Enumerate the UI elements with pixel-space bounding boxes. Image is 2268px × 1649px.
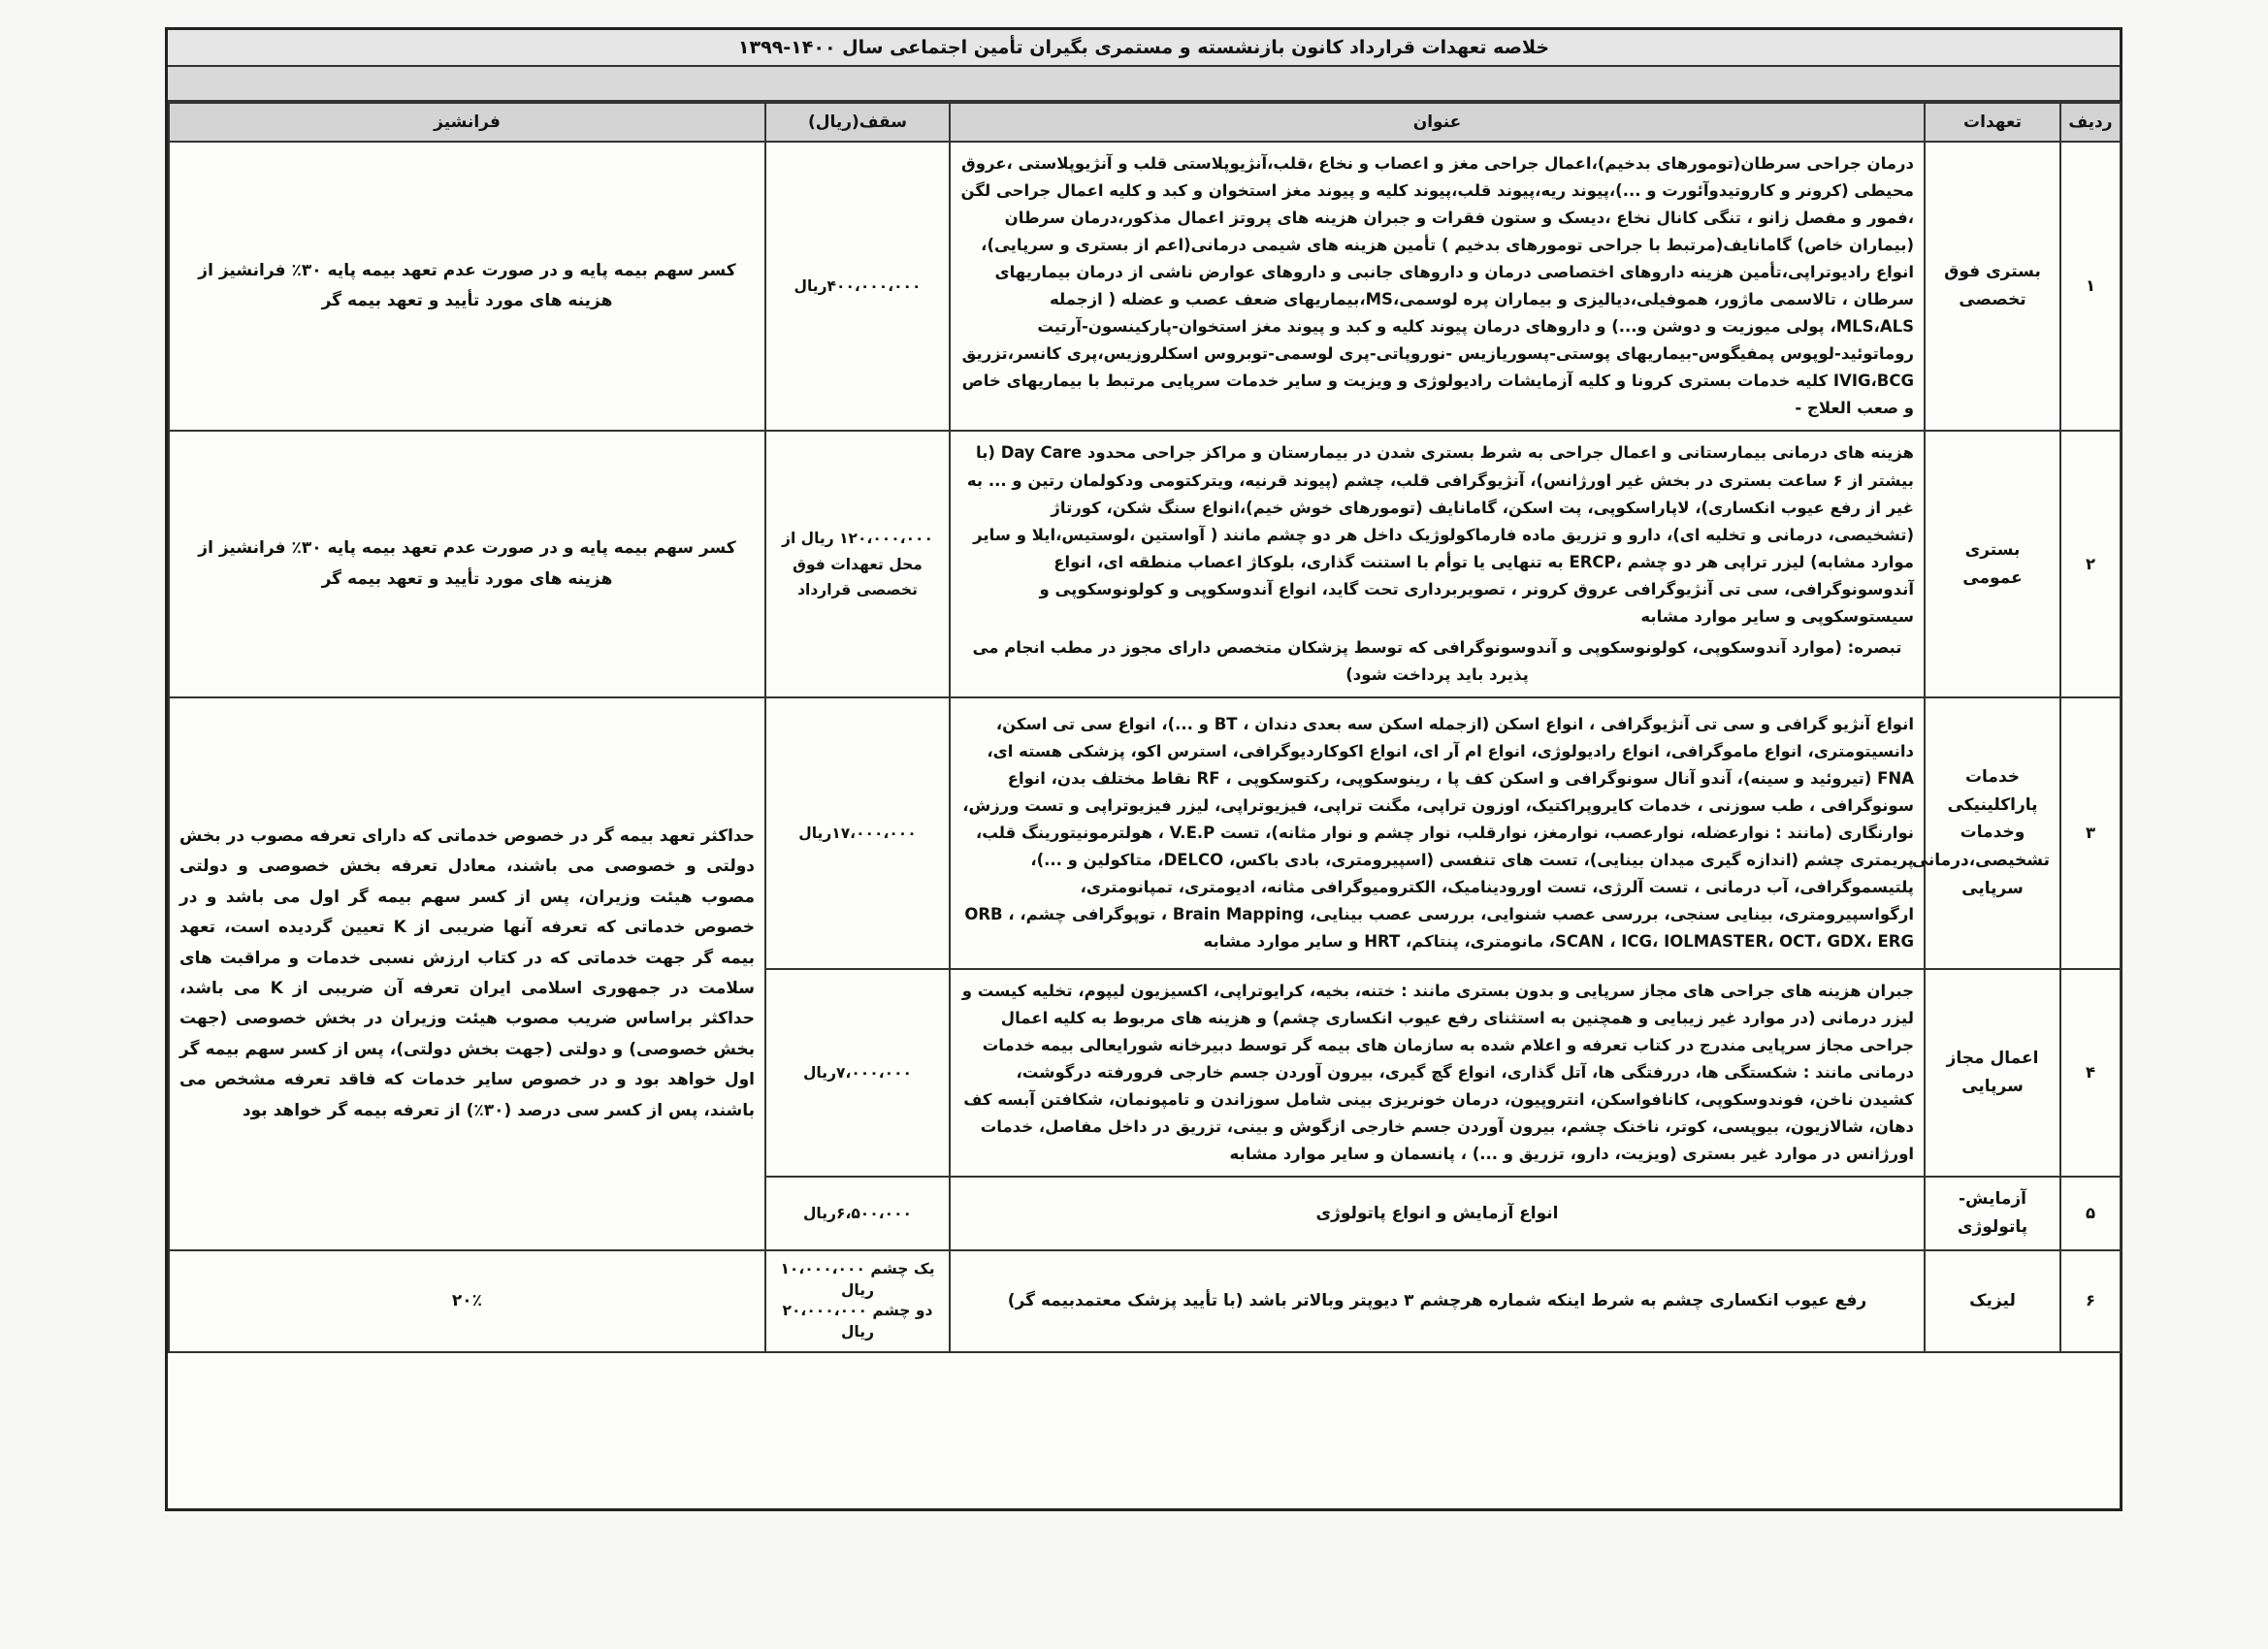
header-franchise: فرانشیز <box>169 103 765 142</box>
subject-text: انواع آزمایش و انواع پاتولوژی <box>950 1177 1925 1250</box>
header-obligation: تعهدات <box>1925 103 2060 142</box>
header-ceiling: سقف(ریال) <box>765 103 950 142</box>
subject-text: جبران هزینه های جراحی های مجاز سرپایی و بدون بستری مانند : ختنه، بخیه، کرایوتراپی، اکسیزیون لیپوم، تخلیه کیست و لیزر درمانی (در موارد غیر زیبایی و همچنین به استثنای رفع عیوب انکساری چشم) و هزینه های مربوط به کلیه اعمال جراحی مجاز سرپایی مندرج در کتاب تعرفه و اعلام شده به سازمان های بیمه گر توسط دبیرخانه شورایعالی بیمه خدمات درمانی مانند : شکستگی ها، دررفتگی ها، آتل گذاری، انواع گچ گیری، بیرون آوردن جسم خارجی فرورفته درگوشت، کشیدن ناخن، فوندوسکوپی، کانافواسکن، انتروپیون، درمان خونریزی بینی شامل سوزاندن و تامپونمان، شکافتن آبسه کف دهان، شالازیون، بیوپسی، کوتر، ناخنک چشم، بیرون آوردن جسم خارجی ازگوش و بینی، تزریق در داخل مفاصل، خدمات اورژانس در موارد غیر بستری (ویزیت، دارو، تزریق و ...) ، پانسمان و سایر موارد مشابه <box>950 969 1925 1177</box>
obligation-title: آزمایش-پاتولوژی <box>1925 1177 2060 1250</box>
obligation-title: اعمال مجاز سرپایی <box>1925 969 2060 1177</box>
obligation-title: لیزیک <box>1925 1250 2060 1352</box>
ceiling-amount: ۷،۰۰۰،۰۰۰ریال <box>765 969 950 1177</box>
subject-text: هزینه های درمانی بیمارستانی و اعمال جراحی به شرط بستری شدن در بیمارستان و مراکز جراحی محدود Day Care (با بیشتر از ۶ ساعت بستری در بخش غیر اورژانس)، آنژیوگرافی قلب، چشم (پیوند قرنیه، ویترکتومی ودکولمان رتین و ... به غیر از رفع عیوب انکساری)، لاپاراسکوپی، پت اسکن، گامانایف (تومورهای خوش خیم)،انواع سنگ شکن، کورتاژ (تشخیصی، درمانی و تخلیه ای)، دارو و تزریق ماده فارماکولوژیک داخل هر دو چشم مانند ( آواستین ،لوستیس،ایلا و سایر موارد مشابه) لیزر تراپی هر دو چشم ،ERCP به تنهایی یا توأم با استنت گذاری، بلوکاژ اعصاب منطقه ای، انواع آندوسونوگرافی، سی تی آنژیوگرافی عروق کرونر ، تصویربرداری تحت گاید، انواع آندوسکوپی و کولونوسکوپی و سیستوسکوپی و سایر موارد مشابه <box>966 443 1914 626</box>
subject-text: رفع عیوب انکساری چشم به شرط اینکه شماره هرچشم ۳ دیوپتر وبالاتر باشد (با تأیید پزشک معتمدبیمه گر) <box>950 1250 1925 1352</box>
row-number: ۶ <box>2060 1250 2121 1352</box>
franchise-text: کسر سهم بیمه پایه و در صورت عدم تعهد بیمه پایه ۳۰٪ فرانشیز از هزینه های مورد تأیید و تعهد بیمه گر <box>169 431 765 696</box>
document-sheet <box>165 27 2122 1511</box>
subject-text: انواع آنژیو گرافی و سی تی آنژیوگرافی ، انواع اسکن (ازجمله اسکن سه بعدی دندان ، BT و ...)، انواع سی تی اسکن، دانسیتومتری، انواع ماموگرافی، انواع رادیولوژی، انواع ام آر ای، انواع اکوکاردیوگرافی، استرس اکو، پزشکی هسته ای، FNA (تیروئید و سینه)، آندو آنال سونوگرافی و اسکن کف پا ، رینوسکوپی، رکتوسکوپی ، RF نقاط مختلف بدن، انواع سونوگرافی ، طب سوزنی ، خدمات کایروپراکتیک، اوزون تراپی، مگنت تراپی، فیزیوتراپی، لیزر فیزیوتراپی و تست ورزش، نوارنگاری (مانند : نوارعضله، نوارعصب، نوارمغز، نوارقلب، نوار چشم و نوار مثانه)، تست V.E.P ، هولترمونیتورینگ قلب، پریمتری چشم (اندازه گیری میدان بینایی)، تست های تنفسی (اسپیرومتری، بادی باکس، DELCO، متاکولین و ...)، پلتیسموگرافی، آب درمانی ، تست آلرژی، تست اورودینامیک، الکترومیوگرافی مثانه، ادیومتری، تمپانومتری، ارگواسپیرومتری، بینایی سنجی، بررسی عصب شنوایی، بررسی عصب بینایی، Brain Mapping ، توپوگرافی چشم، ORB ، SCAN ، ICG، IOLMASTER، OCT، GDX، ERG، مانومتری، پنتاکم، HRT و سایر موارد مشابه <box>950 697 1925 969</box>
row-number: ۲ <box>2060 431 2121 696</box>
obligations-table <box>168 102 2122 1353</box>
table-row <box>169 697 2121 969</box>
header-row-number: ردیف <box>2060 103 2121 142</box>
subject-text: درمان جراحی سرطان(تومورهای بدخیم)،اعمال جراحی مغز و اعصاب و نخاع ،قلب،آنژیوپلاستی قلب و آنژیوپلاستی ،عروق محیطی (کرونر و کاروتیدوآئورت و ...)،پیوند ریه،پیوند قلب،پیوند کلیه و پیوند مغز استخوان و کبد و کلیه اعمال جراحی لگن ،فمور و مفصل زانو ، تنگی کانال نخاع ،دیسک و ستون فقرات و جبران هزینه های پروتز اعمال مذکور،درمان سرطان (بیماران خاص) گامانایف(مرتبط با جراحی تومورهای بدخیم ) تأمین هزینه های شیمی درمانی(اعم از بستری و سرپایی)، انواع رادیوتراپی،تأمین هزینه داروهای اختصاصی درمان و داروهای جانبی و داروهای عوارض ناشی از درمان بیماریهای سرطان ، تالاسمی ماژور، هموفیلی،دیالیزی و بیماران پره لوسمی،MS،بیماریهای ضعف عصب و عضله ( ازجمله MLS،ALS، پولی میوزیت و دوشن و...) و داروهای درمان پیوند کلیه و کبد و پیوند مغز استخوان-پارکینسون-آرتیت روماتوئید-لوپوس پمفیگوس-بیماریهای پوستی-پسوریازیس -نوروپاتی-پری لوسمی-توبروس اسکلروزیس،پری کانسر،تزریق IVIG،BCG کلیه خدمات بستری کرونا و کلیه آزمایشات رادیولوژی و ویزیت و سایر خدمات سرپایی مرتبط با بیماریهای خاص و صعب العلاج - <box>950 142 1925 431</box>
row-number: ۱ <box>2060 142 2121 431</box>
table-row <box>169 1250 2121 1352</box>
document-title: خلاصه تعهدات قرارداد کانون بازنشسته و مستمری بگیران تأمین اجتماعی سال ۱۴۰۰-۱۳۹۹ <box>168 30 2120 67</box>
franchise-text: کسر سهم بیمه پایه و در صورت عدم تعهد بیمه پایه ۳۰٪ فرانشیز از هزینه های مورد تأیید و تعهد بیمه گر <box>169 142 765 431</box>
obligation-title: خدمات پاراکلینیکی وخدمات تشخیصی،درمانی سرپایی <box>1925 697 2060 969</box>
ceiling-two-eyes: دو چشم ۲۰،۰۰۰،۰۰۰ ریال <box>782 1302 933 1342</box>
franchise-text: حداکثر تعهد بیمه گر در خصوص خدماتی که دارای تعرفه مصوب در بخش دولتی و خصوصی می باشند، معادل تعرفه بخش خصوصی و دولتی مصوب هیئت وزیران، پس از کسر سهم بیمه گر اول می باشد و در خصوص خدماتی که تعرفه آنها ضریبی از K تعیین گردیده است، تعهد بیمه گر جهت خدماتی که در کتاب ارزش نسبی خدمات و مراقبت های سلامت در جمهوری اسلامی ایران تعرفه آن ضریبی از K می باشد، حداکثر براساس ضریب مصوب هیئت وزیران در بخش خصوصی (جهت بخش خصوصی) و دولتی (جهت بخش دولتی)، پس از کسر سهم بیمه گر اول خواهد بود و در خصوص سایر خدمات که فاقد تعرفه مشخص می باشند، پس از کسر سی درصد (۳۰٪) از تعرفه بیمه گر خواهد بود <box>169 697 765 1250</box>
ceiling-amount: ۱۷،۰۰۰،۰۰۰ریال <box>765 697 950 969</box>
table-row <box>169 142 2121 431</box>
row-number: ۵ <box>2060 1177 2121 1250</box>
franchise-text: ۲۰٪ <box>169 1250 765 1352</box>
ceiling-amount: ۶،۵۰۰،۰۰۰ریال <box>765 1177 950 1250</box>
subject-cell <box>950 431 1925 696</box>
ceiling-amount: ۱۲۰،۰۰۰،۰۰۰ ریال از محل تعهدات فوق تخصصی قرارداد <box>765 431 950 696</box>
ceiling-cell <box>765 1250 950 1352</box>
table-header-row <box>169 103 2121 142</box>
row-number: ۳ <box>2060 697 2121 969</box>
ceiling-one-eye: یک چشم ۱۰،۰۰۰،۰۰۰ ریال <box>780 1260 935 1299</box>
subject-note: تبصره: (موارد آندوسکوپی، کولونوسکوپی و آندوسونوگرافی که توسط پزشکان متخصص دارای مجوز در مطب انجام می پذیرد باید پرداخت شود) <box>972 637 1902 684</box>
ceiling-amount: ۴۰۰،۰۰۰،۰۰۰ریال <box>765 142 950 431</box>
row-number: ۴ <box>2060 969 2121 1177</box>
obligation-title: بستری فوق تخصصی <box>1925 142 2060 431</box>
document-subtitle <box>168 67 2120 102</box>
obligation-title: بستری عمومی <box>1925 431 2060 696</box>
header-subject: عنوان <box>950 103 1925 142</box>
table-row <box>169 431 2121 696</box>
